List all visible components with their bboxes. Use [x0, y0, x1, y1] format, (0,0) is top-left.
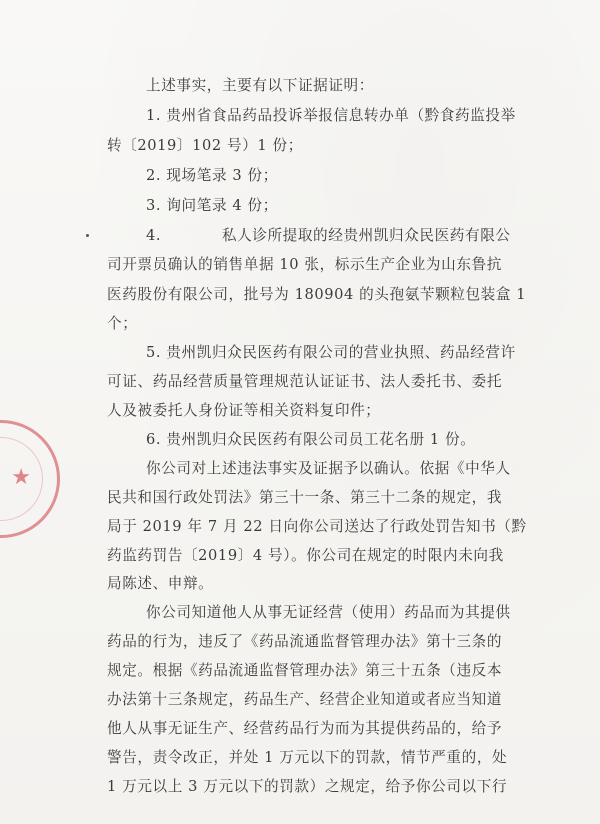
- margin-dot: [86, 234, 89, 237]
- text-line: 警告，责令改正，并处 1 万元以下的罚款，情节严重的，处: [107, 749, 508, 766]
- text-line: 你公司对上述违法事实及证据予以确认。依据《中华人: [146, 460, 511, 477]
- text-line: 可证、药品经营质量管理规范认证证书、法人委托书、委托: [107, 373, 503, 390]
- text-line: 局于 2019 年 7 月 22 日向你公司送达了行政处罚告知书（黔: [107, 518, 527, 535]
- text-line: 规定。根据《药品流通监督管理办法》第三十五条（违反本: [107, 662, 503, 679]
- text-line: 民共和国行政处罚法》第三十一条、第三十二条的规定，我: [107, 489, 503, 506]
- text-line: 局陈述、申辩。: [107, 575, 214, 592]
- text-line: 3. 询问笔录 4 份；: [146, 197, 278, 214]
- text-line: 6. 贵州凯归众民医药有限公司员工花名册 1 份。: [146, 431, 476, 448]
- text-line: 你公司知道他人从事无证经营（使用）药品而为其提供: [146, 604, 511, 621]
- text-line: 2. 现场笔录 3 份；: [146, 167, 278, 184]
- official-seal-stamp: [0, 420, 60, 538]
- text-line: 上述事实，主要有以下证据证明：: [146, 77, 374, 94]
- text-line: 药品的行为，违反了《药品流通监督管理办法》第十三条的: [107, 633, 503, 650]
- text-line: 医药股份有限公司，批号为 180904 的头孢氨苄颗粒包装盒 1: [107, 286, 527, 303]
- text-line: 司开票员确认的销售单据 10 张，标示生产企业为山东鲁抗: [107, 256, 502, 273]
- text-line: 个；: [107, 315, 138, 332]
- text-line: 人及被委托人身份证等相关资料复印件；: [107, 402, 381, 419]
- text-line: 他人从事无证生产、经营药品行为而为其提供药品的，给予: [107, 720, 503, 737]
- text-line: 4. 私人诊所提取的经贵州凯归众民医药有限公: [146, 227, 511, 244]
- star-icon: ★: [11, 465, 31, 490]
- text-line: 办法第十三条规定，药品生产、经营企业知道或者应当知道: [107, 691, 503, 708]
- text-line: 转〔2019〕102 号）1 份；: [107, 137, 303, 154]
- text-line: 1. 贵州省食品药品投诉举报信息转办单（黔食药监投举: [146, 107, 516, 124]
- text-line: 5. 贵州凯归众民医药有限公司的营业执照、药品经营许: [146, 344, 516, 361]
- text-line: 1 万元以上 3 万元以下的罚款）之规定，给予你公司以下行: [107, 778, 508, 795]
- text-line: 药监药罚告〔2019〕4 号）。你公司在规定的时限内未向我: [107, 547, 504, 564]
